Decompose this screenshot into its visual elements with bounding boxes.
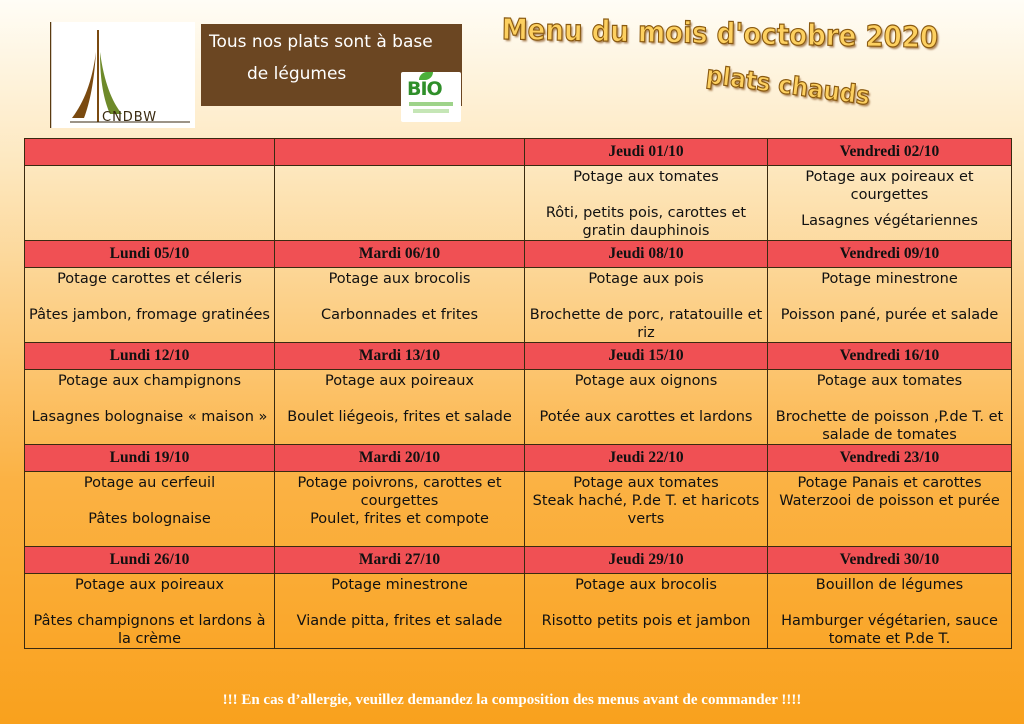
day-header: Mardi 27/10	[275, 547, 525, 574]
menu-row	[25, 574, 1012, 649]
soup-text: Potage minestrone	[821, 271, 958, 287]
main-dish-text: Risotto petits pois et jambon	[541, 613, 751, 629]
main-dish-text: Poulet, frites et compote	[310, 511, 489, 527]
main-dish-text: Hamburger végétarien, sauce tomate et P.de T.	[781, 613, 998, 647]
menu-cell	[275, 574, 525, 649]
menu-row	[25, 472, 1012, 547]
menu-cell	[25, 370, 275, 445]
menu-cell	[525, 472, 768, 547]
soup-text: Potage aux tomates	[816, 373, 963, 389]
main-dish-text: Brochette de poisson ,P.de T. et salade de tomates	[775, 409, 1004, 443]
main-dish-text: Potée aux carottes et lardons	[539, 409, 753, 425]
soup-text: Potage carottes et céleris	[57, 271, 242, 287]
day-header: Lundi 26/10	[25, 547, 275, 574]
day-header	[275, 139, 525, 166]
menu-cell	[275, 166, 525, 241]
main-dish-text: Viande pitta, frites et salade	[296, 613, 503, 629]
main-dish-text: Waterzooi de poisson et purée	[779, 493, 1000, 509]
soup-text: Potage poivrons, carottes et courgettes	[297, 475, 502, 509]
main-dish-text: Steak haché, P.de T. et haricots verts	[532, 493, 760, 527]
day-header: Mardi 06/10	[275, 241, 525, 268]
bio-badge-text: BIO	[407, 78, 442, 100]
soup-text: Bouillon de légumes	[815, 577, 964, 593]
menu-cell	[768, 370, 1012, 445]
soup-text: Potage aux poireaux	[75, 577, 224, 593]
soup-text: Potage au cerfeuil	[83, 475, 216, 491]
day-header: Lundi 12/10	[25, 343, 275, 370]
bio-badge	[401, 72, 461, 122]
day-header: Vendredi 30/10	[768, 547, 1012, 574]
main-dish-text: Pâtes bolognaise	[88, 511, 211, 527]
main-dish-text: Brochette de porc, ratatouille et riz	[529, 307, 763, 341]
soup-text: Potage minestrone	[331, 577, 468, 593]
day-header: Jeudi 01/10	[525, 139, 768, 166]
menu-cell	[25, 472, 275, 547]
menu-cell	[525, 166, 768, 241]
menu-table	[24, 138, 1012, 649]
day-header-row	[25, 343, 1012, 370]
menu-cell	[768, 268, 1012, 343]
allergy-notice: !!! En cas d’allergie, veuillez demandez la composition des menus avant de commander !!!!	[222, 692, 802, 708]
main-dish-text: Rôti, petits pois, carottes et gratin dauphinois	[545, 205, 747, 239]
day-header: Jeudi 08/10	[525, 241, 768, 268]
menu-row	[25, 166, 1012, 241]
main-dish-text: Pâtes champignons et lardons à la crème	[33, 613, 266, 647]
day-header: Vendredi 02/10	[768, 139, 1012, 166]
menu-row	[25, 268, 1012, 343]
menu-cell	[768, 574, 1012, 649]
banner-line-1: Tous nos plats sont à base	[209, 32, 433, 52]
menu-cell	[25, 268, 275, 343]
day-header: Lundi 19/10	[25, 445, 275, 472]
soup-text: Potage aux brocolis	[575, 577, 717, 593]
menu-row	[25, 370, 1012, 445]
day-header: Vendredi 16/10	[768, 343, 1012, 370]
menu-cell	[25, 574, 275, 649]
page-title: Menu du mois d'octobre 2020	[501, 12, 939, 55]
main-dish-text: Carbonnades et frites	[320, 307, 479, 323]
soup-text: Potage aux pois	[588, 271, 704, 287]
day-header-row	[25, 139, 1012, 166]
menu-cell	[525, 268, 768, 343]
main-dish-text: Lasagnes bolognaise « maison »	[31, 409, 268, 425]
cndbw-logo	[50, 22, 195, 128]
logo-text: CNDBW	[102, 110, 158, 125]
day-header: Vendredi 09/10	[768, 241, 1012, 268]
day-header	[25, 139, 275, 166]
main-dish-text: Boulet liégeois, frites et salade	[287, 409, 512, 425]
menu-cell	[525, 370, 768, 445]
day-header: Mardi 13/10	[275, 343, 525, 370]
menu-cell	[768, 166, 1012, 241]
soup-text: Potage aux tomates	[573, 169, 719, 185]
main-dish-text: Lasagnes végétariennes	[801, 213, 978, 229]
menu-cell	[25, 166, 275, 241]
soup-text: Potage aux brocolis	[328, 271, 471, 287]
day-header-row	[25, 547, 1012, 574]
banner-line-2: de légumes	[247, 64, 347, 84]
day-header: Jeudi 15/10	[525, 343, 768, 370]
soup-text: Potage aux poireaux	[325, 373, 474, 389]
day-header: Jeudi 22/10	[525, 445, 768, 472]
main-dish-text: Poisson pané, purée et salade	[780, 307, 999, 323]
page-subtitle: plats chauds	[704, 60, 872, 111]
day-header: Lundi 05/10	[25, 241, 275, 268]
main-dish-text: Pâtes jambon, fromage gratinées	[29, 307, 270, 323]
menu-cell	[525, 574, 768, 649]
soup-text: Potage Panais et carottes	[797, 475, 982, 491]
day-header-row	[25, 445, 1012, 472]
day-header: Mardi 20/10	[275, 445, 525, 472]
soup-text: Potage aux oignons	[574, 373, 718, 389]
menu-cell	[768, 472, 1012, 547]
soup-text: Potage aux poireaux et courgettes	[805, 169, 974, 203]
day-header-row	[25, 241, 1012, 268]
soup-text: Potage aux tomates	[573, 475, 719, 491]
bio-badge-stripe	[409, 102, 453, 106]
soup-text: Potage aux champignons	[57, 373, 242, 389]
menu-cell	[275, 472, 525, 547]
day-header: Vendredi 23/10	[768, 445, 1012, 472]
menu-cell	[275, 268, 525, 343]
day-header: Jeudi 29/10	[525, 547, 768, 574]
menu-cell	[275, 370, 525, 445]
bio-badge-stripe	[413, 109, 449, 113]
